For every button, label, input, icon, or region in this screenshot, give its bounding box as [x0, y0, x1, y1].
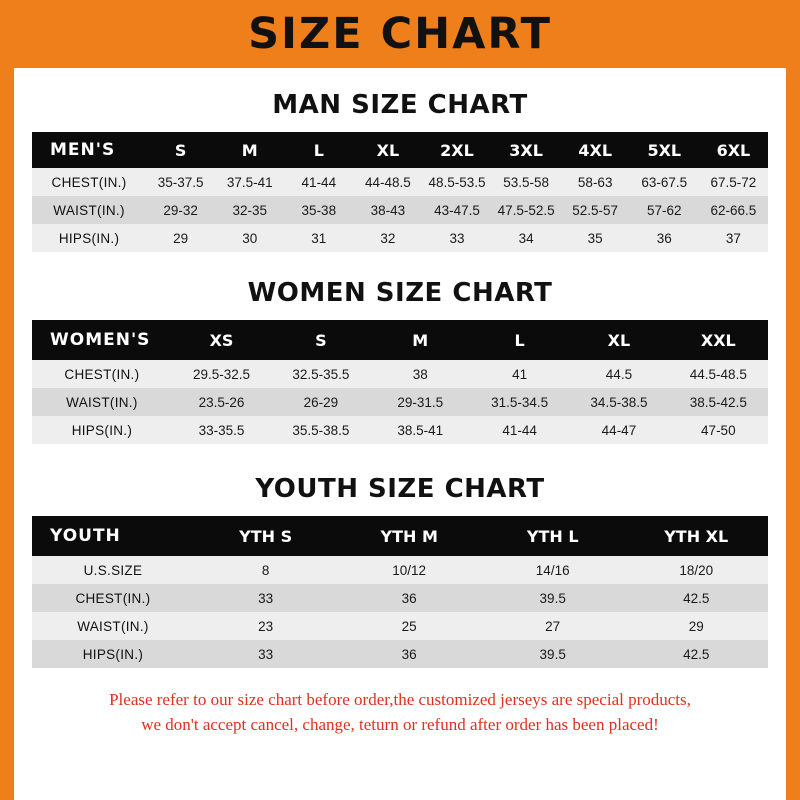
man-r1-c8: 57-62 — [647, 202, 682, 218]
women-section-title: WOMEN SIZE CHART — [247, 278, 553, 308]
man-r1-c3: 35-38 — [301, 202, 337, 218]
women-r1-c1: 23.5-26 — [198, 394, 245, 410]
women-r0-c6: 44.5-48.5 — [689, 366, 747, 382]
man-header-cell-7: 4XL — [578, 140, 613, 160]
women-r2-c4: 41-44 — [502, 422, 537, 438]
youth-r1-c0: CHEST(IN.) — [75, 590, 151, 606]
women-r1-c2: 26-29 — [303, 394, 339, 410]
man-header-cell-1: S — [174, 140, 187, 160]
table-header-row — [32, 320, 768, 360]
man-r2-c7: 35 — [587, 230, 603, 246]
youth-r3-c4: 42.5 — [683, 646, 710, 662]
man-table-header — [32, 132, 768, 168]
table-row — [32, 556, 768, 584]
table-row — [32, 584, 768, 612]
header-band — [0, 0, 800, 68]
youth-r1-c2: 36 — [401, 590, 417, 606]
youth-r2-c4: 29 — [688, 618, 704, 634]
page-title: SIZE CHART — [248, 8, 552, 59]
women-r0-c2: 32.5-35.5 — [292, 366, 350, 382]
man-r0-c4: 44-48.5 — [365, 174, 411, 190]
youth-r3-c1: 33 — [258, 646, 274, 662]
table-row — [32, 612, 768, 640]
women-header-cell-1: XS — [209, 330, 234, 350]
man-r0-c1: 35-37.5 — [157, 174, 204, 190]
man-r1-c1: 29-32 — [163, 202, 198, 218]
man-r0-c5: 48.5-53.5 — [428, 174, 486, 190]
footnote — [32, 688, 768, 737]
women-r2-c0: HIPS(IN.) — [71, 422, 133, 438]
women-r0-c4: 41 — [512, 366, 528, 382]
man-r2-c8: 36 — [656, 230, 672, 246]
man-r0-c0: CHEST(IN.) — [51, 174, 127, 190]
man-r2-c4: 32 — [380, 230, 396, 246]
women-header-cell-6: XXL — [700, 330, 736, 350]
youth-r2-c2: 25 — [401, 618, 417, 634]
man-header-cell-2: M — [241, 140, 258, 160]
women-r2-c2: 35.5-38.5 — [292, 422, 350, 438]
youth-r0-c1: 8 — [261, 562, 270, 578]
women-table-header — [32, 320, 768, 360]
man-r1-c6: 47.5-52.5 — [497, 202, 555, 218]
youth-r0-c3: 14/16 — [535, 562, 570, 578]
youth-r2-c1: 23 — [258, 618, 274, 634]
women-r1-c6: 38.5-42.5 — [689, 394, 747, 410]
footnote-line-2: we don't accept cancel, change, teturn or refund after order has been placed! — [141, 714, 659, 734]
women-header-cell-2: S — [315, 330, 327, 350]
man-r2-c0: HIPS(IN.) — [58, 230, 120, 246]
man-r1-c7: 52.5-57 — [572, 202, 619, 218]
man-r1-c2: 32-35 — [232, 202, 267, 218]
footnote-line-1: Please refer to our size chart before order,the customized jerseys are special products, — [109, 690, 691, 709]
women-size-table — [32, 320, 768, 444]
man-r1-c9: 62-66.5 — [710, 202, 757, 218]
women-header-cell-0: WOMEN'S — [50, 330, 151, 350]
man-table-body — [32, 168, 768, 252]
man-r0-c3: 41-44 — [301, 174, 337, 190]
man-r0-c9: 67.5-72 — [710, 174, 757, 190]
table-row — [32, 224, 768, 252]
man-r2-c6: 34 — [518, 230, 534, 246]
youth-table-header — [32, 516, 768, 556]
man-size-table — [32, 132, 768, 252]
man-r0-c6: 53.5-58 — [503, 174, 549, 190]
youth-header-cell-1: YTH S — [239, 526, 293, 546]
man-header-cell-0: MEN'S — [50, 140, 116, 160]
women-r1-c4: 31.5-34.5 — [491, 394, 549, 410]
table-row — [32, 360, 768, 388]
youth-r0-c0: U.S.SIZE — [83, 562, 143, 578]
table-row — [32, 196, 768, 224]
man-header-cell-4: XL — [376, 140, 400, 160]
man-r0-c2: 37.5-41 — [226, 174, 273, 190]
table-row — [32, 388, 768, 416]
youth-table-body — [32, 556, 768, 668]
man-r2-c1: 29 — [173, 230, 189, 246]
youth-r0-c4: 18/20 — [679, 562, 714, 578]
women-r1-c0: WAIST(IN.) — [66, 394, 138, 410]
youth-header-cell-0: YOUTH — [50, 526, 121, 546]
man-r0-c8: 63-67.5 — [641, 174, 688, 190]
youth-r2-c3: 27 — [545, 618, 561, 634]
women-r0-c0: CHEST(IN.) — [64, 366, 140, 382]
youth-section-title: YOUTH SIZE CHART — [255, 474, 545, 504]
women-table-body — [32, 360, 768, 444]
women-r0-c5: 44.5 — [605, 366, 633, 382]
youth-r3-c2: 36 — [401, 646, 417, 662]
man-header-cell-8: 5XL — [647, 140, 682, 160]
women-r0-c1: 29.5-32.5 — [192, 366, 251, 382]
table-row — [32, 168, 768, 196]
women-r2-c1: 33-35.5 — [198, 422, 245, 438]
women-r2-c6: 47-50 — [701, 422, 736, 438]
man-r0-c7: 58-63 — [577, 174, 613, 190]
man-r2-c3: 31 — [311, 230, 327, 246]
youth-r3-c3: 39.5 — [539, 646, 566, 662]
women-header-cell-5: XL — [607, 330, 631, 350]
women-r0-c3: 38 — [412, 366, 428, 382]
man-r1-c4: 38-43 — [370, 202, 406, 218]
women-header-cell-4: L — [514, 330, 525, 350]
man-r1-c5: 43-47.5 — [434, 202, 480, 218]
content-area — [14, 90, 786, 737]
table-row — [32, 640, 768, 668]
man-r1-c0: WAIST(IN.) — [53, 202, 125, 218]
table-header-row — [32, 516, 768, 556]
youth-r1-c1: 33 — [258, 590, 274, 606]
man-header-cell-6: 3XL — [509, 140, 543, 160]
youth-r2-c0: WAIST(IN.) — [77, 618, 149, 634]
man-section-title: MAN SIZE CHART — [272, 90, 528, 120]
man-header-cell-9: 6XL — [716, 140, 751, 160]
man-r2-c2: 30 — [242, 230, 258, 246]
man-header-cell-5: 2XL — [440, 140, 474, 160]
women-r1-c3: 29-31.5 — [397, 394, 444, 410]
youth-header-cell-2: YTH M — [380, 526, 438, 546]
man-r2-c9: 37 — [725, 230, 741, 246]
women-header-cell-3: M — [412, 330, 429, 350]
man-header-cell-3: L — [313, 140, 324, 160]
youth-header-cell-3: YTH L — [526, 526, 579, 546]
youth-r3-c0: HIPS(IN.) — [82, 646, 144, 662]
youth-size-table — [32, 516, 768, 668]
youth-header-cell-4: YTH XL — [664, 526, 729, 546]
youth-r1-c3: 39.5 — [539, 590, 566, 606]
table-row — [32, 416, 768, 444]
women-r2-c5: 44-47 — [601, 422, 637, 438]
women-r2-c3: 38.5-41 — [397, 422, 444, 438]
table-header-row — [32, 132, 768, 168]
women-r1-c5: 34.5-38.5 — [590, 394, 648, 410]
man-r2-c5: 33 — [449, 230, 465, 246]
youth-r1-c4: 42.5 — [683, 590, 710, 606]
youth-r0-c2: 10/12 — [392, 562, 427, 578]
